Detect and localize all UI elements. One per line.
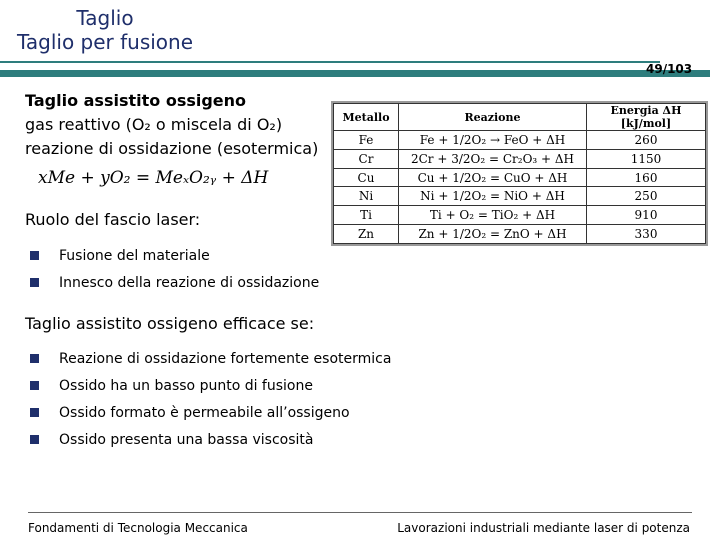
list-item <box>30 345 391 372</box>
energy-cell: 1150 <box>587 149 706 168</box>
table-row <box>334 168 706 187</box>
list-item-text: Ossido presenta una bassa viscosità <box>59 431 314 448</box>
table-row <box>334 131 706 150</box>
reaction-cell: Cu + 1/2O₂ = CuO + ΔH <box>399 168 587 187</box>
reaction-cell: Zn + 1/2O₂ = ZnO + ΔH <box>399 225 587 244</box>
efficiency-heading: Taglio assistito ossigeno efficace se: <box>25 314 315 333</box>
list-item <box>30 242 319 269</box>
table-header-row <box>334 104 706 131</box>
energy-cell: 330 <box>587 225 706 244</box>
bullet-square-icon <box>30 381 39 390</box>
title-line-2: Taglio per fusione <box>16 30 194 54</box>
table-row <box>334 225 706 244</box>
list-item-text: Ossido formato è permeabile all’ossigeno <box>59 404 350 421</box>
bullet-square-icon <box>30 408 39 417</box>
bullet-square-icon <box>30 278 39 287</box>
bullet-square-icon <box>30 251 39 260</box>
page-number: 49/103 <box>646 62 693 76</box>
energy-cell: 910 <box>587 206 706 225</box>
laser-role-heading: Ruolo del fascio laser: <box>25 210 201 229</box>
list-item <box>30 372 391 399</box>
energy-cell: 160 <box>587 168 706 187</box>
energy-cell: 250 <box>587 187 706 206</box>
energy-cell: 260 <box>587 131 706 150</box>
list-item <box>30 399 391 426</box>
metal-cell: Cr <box>334 149 399 168</box>
header-rule-thin <box>0 61 660 63</box>
metal-cell: Fe <box>334 131 399 150</box>
reaction-cell: Fe + 1/2O₂ → FeO + ΔH <box>399 131 587 150</box>
intro-line-1: gas reattivo (O₂ o miscela di O₂) <box>25 115 283 134</box>
reaction-cell: Ti + O₂ = TiO₂ + ΔH <box>399 206 587 225</box>
table-row <box>334 149 706 168</box>
header-rule-thick <box>0 70 710 77</box>
footer-topic: Lavorazioni industriali mediante laser di potenza <box>397 521 690 535</box>
list-item <box>30 426 391 453</box>
footer-rule <box>28 512 692 513</box>
column-header-energy: Energia ΔH [kJ/mol] <box>587 104 706 131</box>
list-item-text: Ossido ha un basso punto di fusione <box>59 377 313 394</box>
metal-cell: Ni <box>334 187 399 206</box>
metal-cell: Cu <box>334 168 399 187</box>
title-line-1: Taglio <box>76 6 134 30</box>
bullet-square-icon <box>30 435 39 444</box>
table-row <box>334 206 706 225</box>
footer-course: Fondamenti di Tecnologia Meccanica <box>28 521 248 535</box>
oxidation-formula: xMe + yO₂ = MeₓO₂ᵧ + ΔH <box>38 168 269 188</box>
reaction-cell: 2Cr + 3/2O₂ = Cr₂O₃ + ΔH <box>399 149 587 168</box>
intro-heading: Taglio assistito ossigeno <box>25 91 247 110</box>
laser-role-list <box>30 242 319 296</box>
list-item <box>30 269 319 296</box>
slide-title <box>0 0 210 54</box>
table-row <box>334 187 706 206</box>
metal-cell: Zn <box>334 225 399 244</box>
intro-line-2: reazione di ossidazione (esotermica) <box>25 139 319 158</box>
list-item-text: Innesco della reazione di ossidazione <box>59 274 320 291</box>
reaction-energy-table <box>331 101 708 246</box>
list-item-text: Reazione di ossidazione fortemente esotermica <box>59 350 392 367</box>
metal-cell: Ti <box>334 206 399 225</box>
reaction-cell: Ni + 1/2O₂ = NiO + ΔH <box>399 187 587 206</box>
bullet-square-icon <box>30 354 39 363</box>
column-header-metal: Metallo <box>334 104 399 131</box>
efficiency-list <box>30 345 391 453</box>
list-item-text: Fusione del materiale <box>59 247 210 264</box>
column-header-reaction: Reazione <box>399 104 587 131</box>
